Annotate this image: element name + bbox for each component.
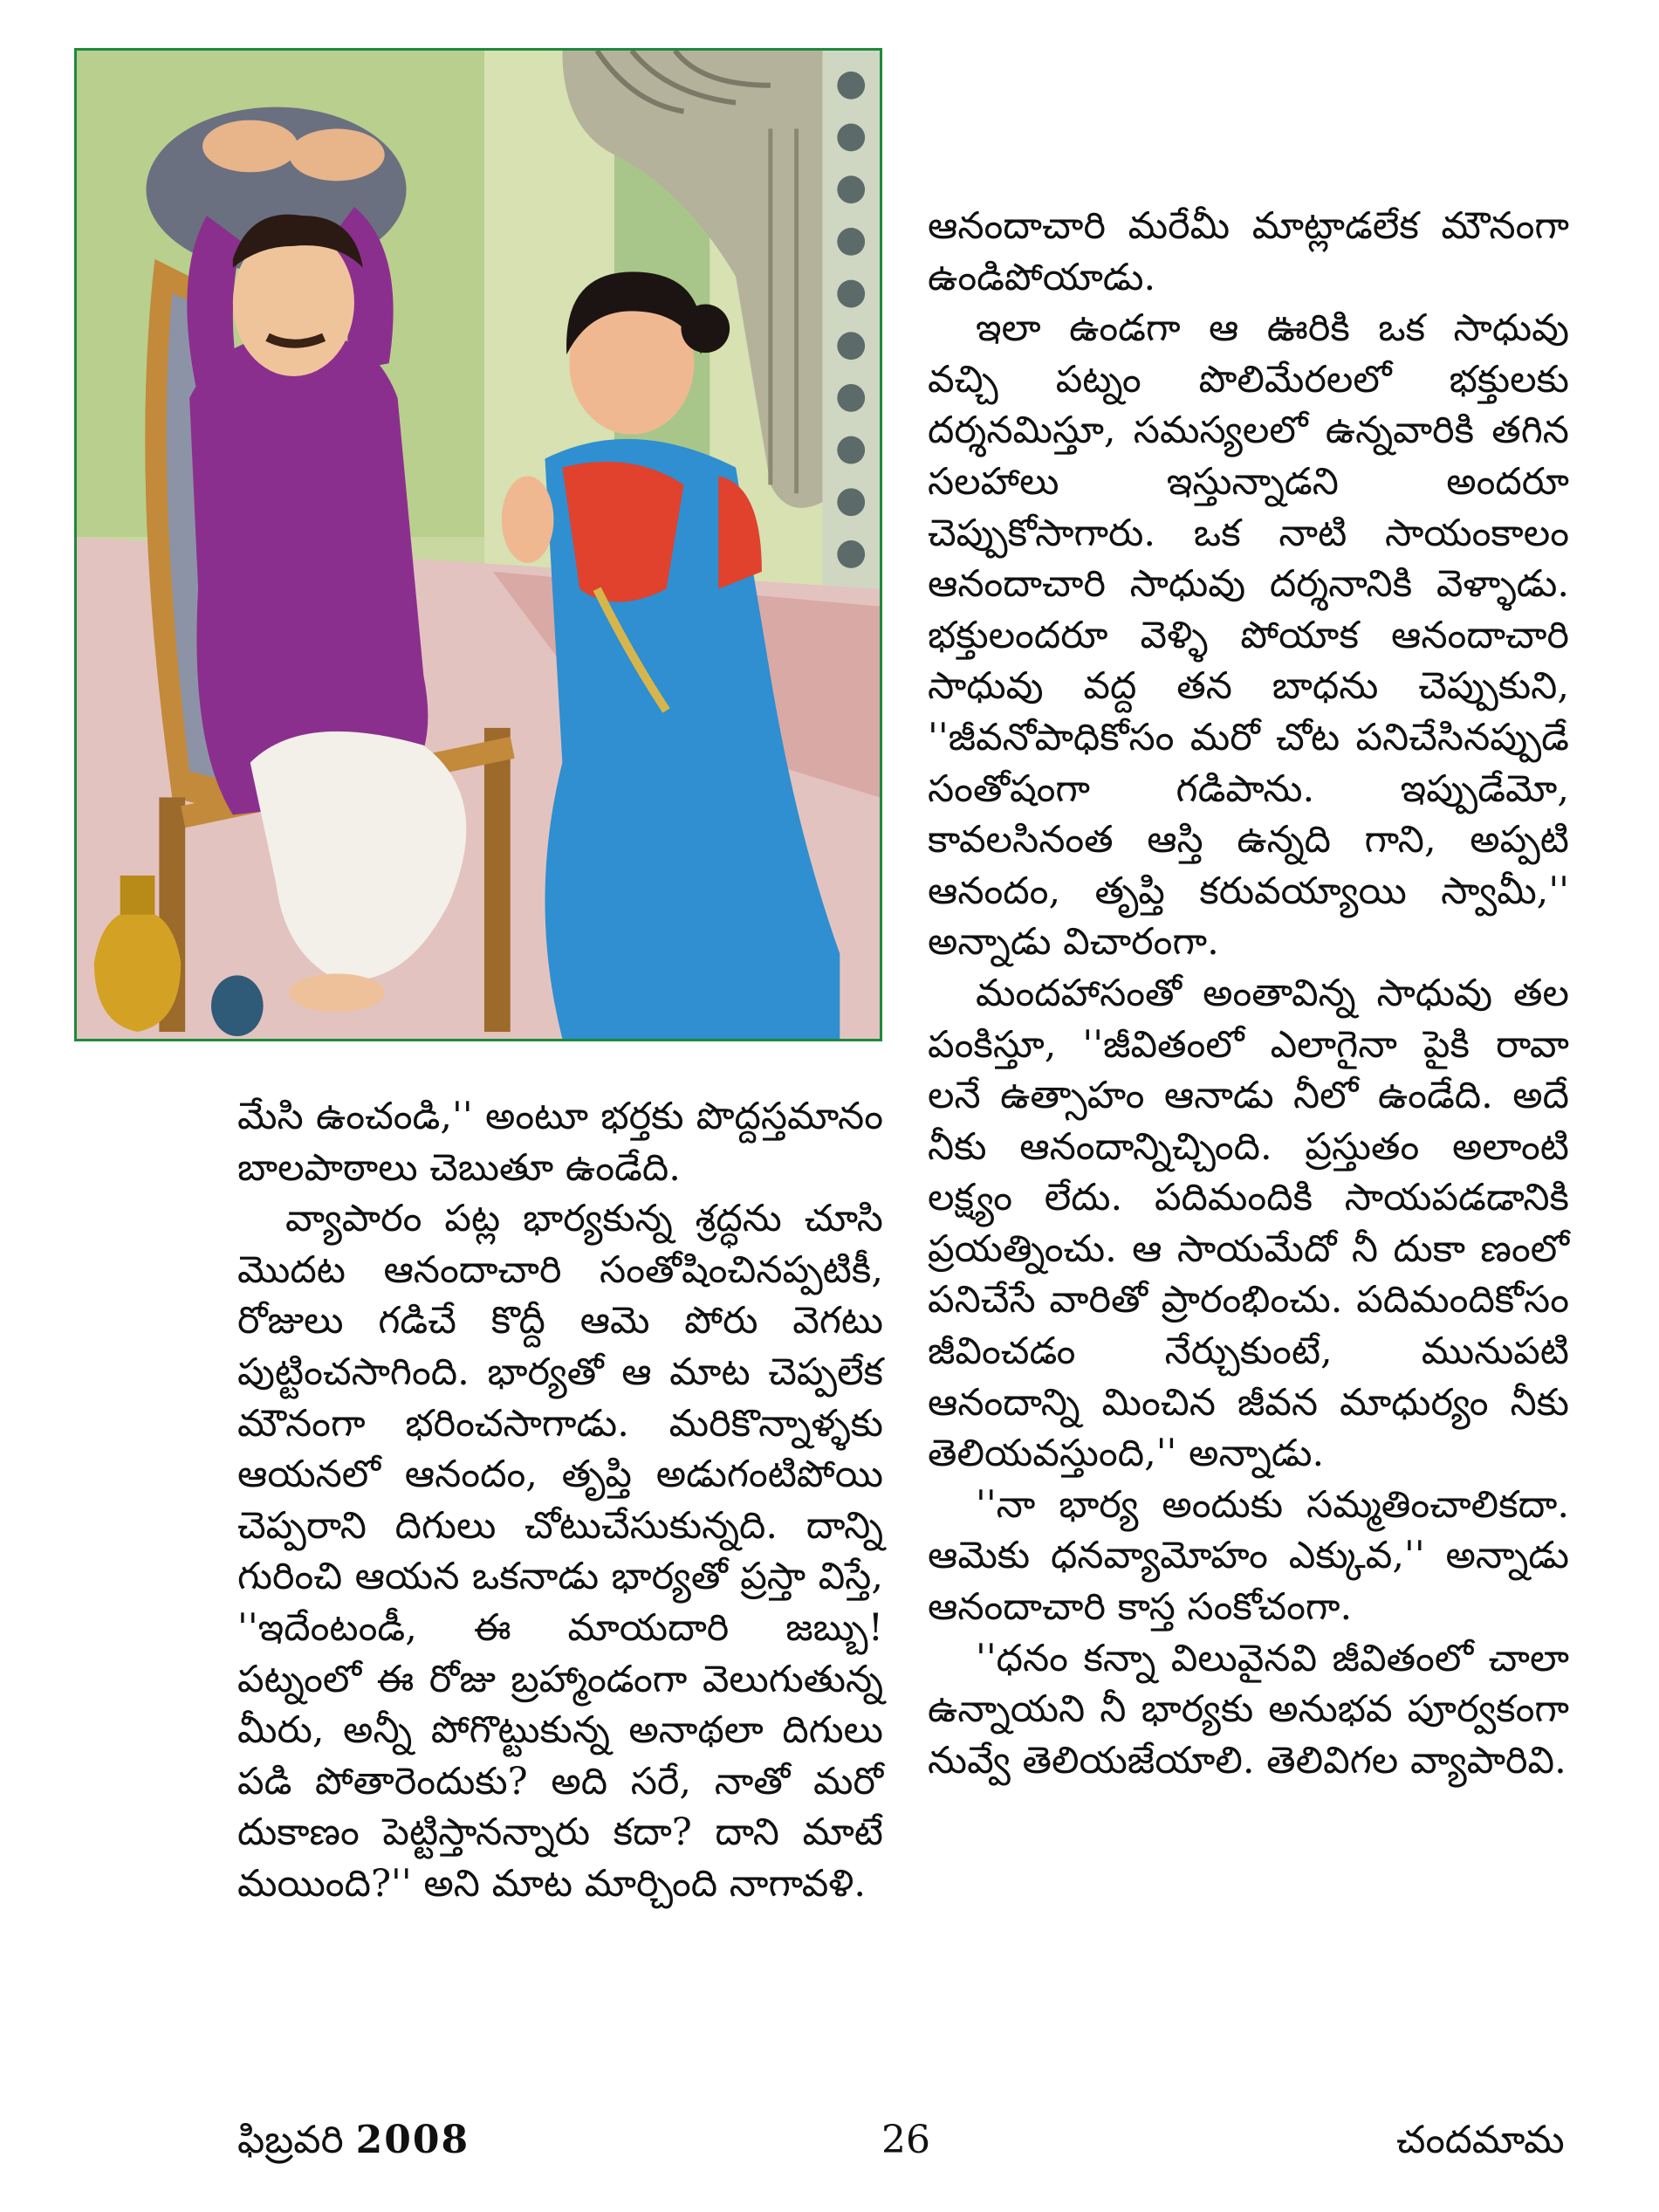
footer-month: ఫిబ్రవరి [237,2118,344,2162]
paragraph: ఆనందాచారి మరేమీ మాట్లాడలేక మౌనంగా ఉండిపోయాడు. [928,204,1569,299]
paragraph: ''నా భార్య అందుకు సమ్మతించాలికదా. ఆమెకు ధనవ్యామోహం ఎక్కువ,'' అన్నాడు ఆనందాచారి కాస్త సంకోచంగా. [928,1482,1569,1630]
magazine-name: చందమామ [1396,2118,1565,2162]
page-number: 26 [881,2118,930,2162]
left-text-column [237,1091,883,1910]
footer-year: 2008 [355,2118,470,2162]
paragraph: ఇలా ఉండగా ఆ ఊరికి ఒక సాధువు వచ్చి పట్నం పొలిమేరలలో భక్తులకు దర్శనమిస్తూ, సమస్యలలో ఉన్నవారికి తగిన సలహాలు ఇస్తున్నాడని అందరూ చెప్పుకోసాగారు. ఒక నాటి సాయంకాలం ఆనందాచారి సాధువు దర్శనానికి వెళ్ళాడు. భక్తులందరూ వెళ్ళి పోయాక ఆనందాచారి సాధువు వద్ద తన బాధను చెప్పుకుని, ''జీవనోపాధికోసం మరో చోట పనిచేసినప్పుడే సంతోషంగా గడిపాను. ఇప్పుడేమో, కావలసినంత ఆస్తి ఉన్నది గాని, అప్పటి ఆనందం, తృప్తి కరువయ్యాయి స్వామీ,'' అన్నాడు విచారంగా. [928,306,1569,965]
story-illustration [74,48,882,1041]
paragraph: ''ధనం కన్నా విలువైనవి జీవితంలో చాలా ఉన్నాయని నీ భార్యకు అనుభవ పూర్వకంగా నువ్వే తెలియజేయాలి. తెలివిగల వ్యాపారివి. [928,1636,1569,1783]
paragraph: మేసి ఉంచండి,'' అంటూ భర్తకు పొద్దస్తమానం బాలపాఠాలు చెబుతూ ఉండేది. [237,1095,883,1190]
footer-issue-date [237,2114,470,2167]
right-text-column [928,201,1569,1786]
paragraph: మందహాసంతో అంతావిన్న సాధువు తల పంకిస్తూ, ''జీవితంలో ఎలాగైనా పైకి రావా లనే ఉత్సాహం ఆనాడు నీలో ఉండేది. అదే నీకు ఆనందాన్నిచ్చింది. ప్రస్తుతం అలాంటి లక్ష్యం లేదు. పదిమందికి సాయపడడానికి ప్రయత్నించు. ఆ సాయమేదో నీ దుకా ణంలో పనిచేసే వారితో ప్రారంభించు. పదిమందికోసం జీవించడం నేర్చుకుంటే, మునుపటి ఆనందాన్ని మించిన జీవన మాధుర్యం నీకు తెలియవస్తుంది,'' అన్నాడు. [928,971,1569,1476]
paragraph: వ్యాపారం పట్ల భార్యకున్న శ్రద్ధను చూసి మొదట ఆనందాచారి సంతోషించినప్పటికీ, రోజులు గడిచే కొద్దీ ఆమె పోరు వెగటు పుట్టించసాగింది. భార్యతో ఆ మాట చెప్పలేక మౌనంగా భరించసాగాడు. మరికొన్నాళ్ళకు ఆయనలో ఆనందం, తృప్తి అడుగంటిపోయి చెప్పరాని దిగులు చోటుచేసుకున్నది. దాన్ని గురించి ఆయన ఒకనాడు భార్యతో ప్రస్తా విస్తే, ''ఇదేంటండీ, ఈ మాయదారి జబ్బు! పట్నంలో ఈ రోజు బ్రహ్మాండంగా వెలుగుతున్న మీరు, అన్నీ పోగొట్టుకున్న అనాథలా దిగులు పడి పోతారెందుకు? అది సరే, నాతో మరో దుకాణం పెట్టిస్తానన్నారు కదా? దాని మాటే మయింది?'' అని మాట మార్చింది నాగావళి. [237,1197,883,1906]
